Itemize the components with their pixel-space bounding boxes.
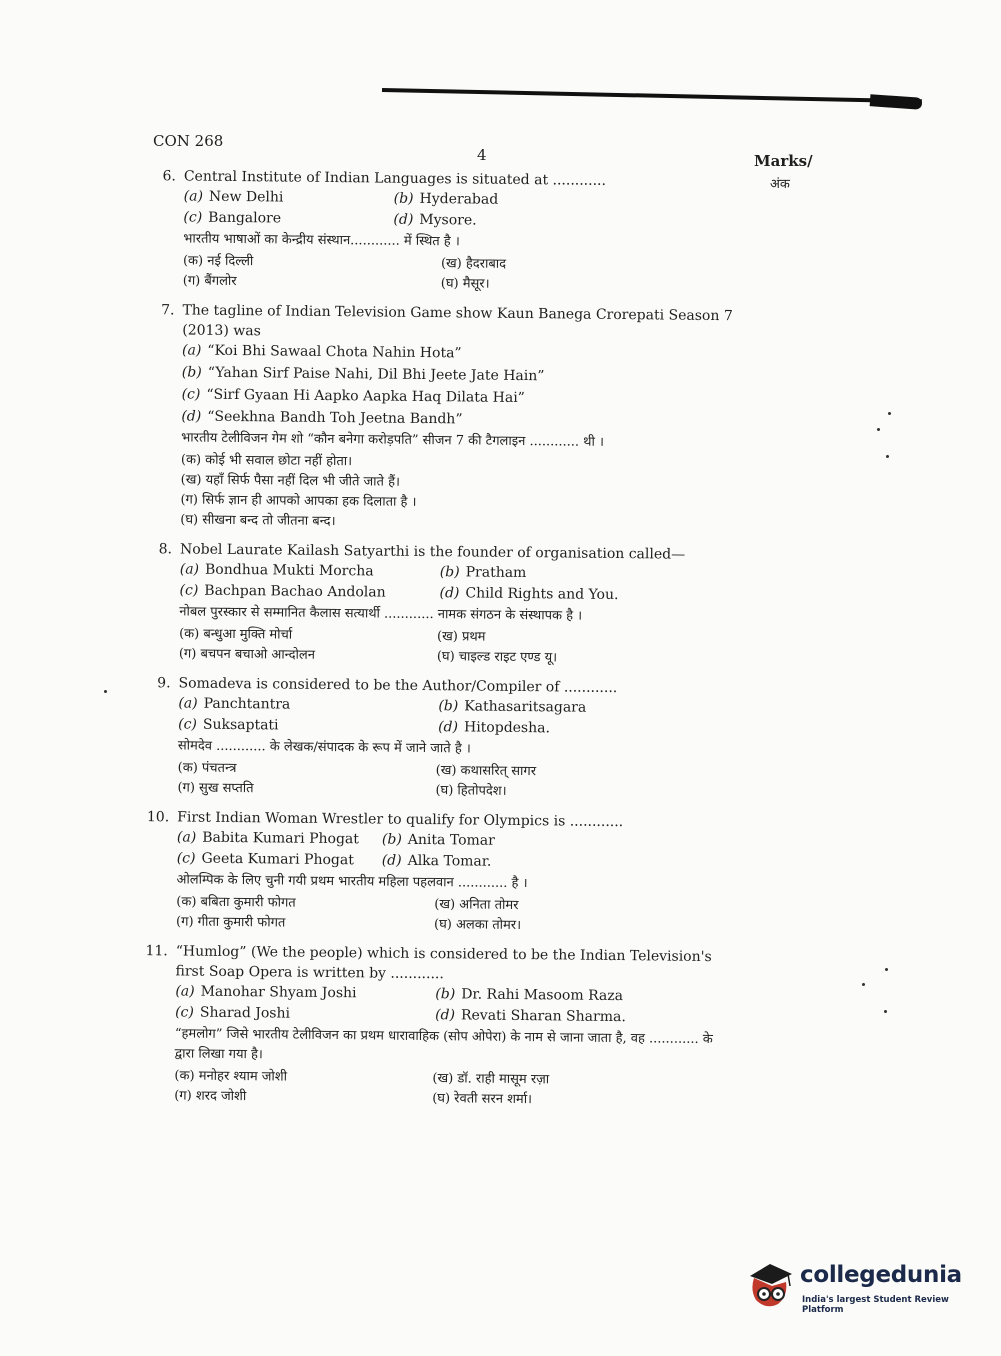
option-hindi-ga: (ग) सिर्फ ज्ञान ही आपको आपका हक दिलाता है । xyxy=(180,492,417,510)
option-b: (b) Pratham xyxy=(439,564,527,582)
option-hindi-kha: (ख) अनिता तोमर xyxy=(434,897,519,914)
scan-speck xyxy=(104,690,107,693)
collegedunia-watermark xyxy=(744,1250,974,1320)
question-text-hindi: सोमदेव ............ के लेखक/संपादक के रूप में जाने जाते है । xyxy=(177,738,471,757)
question-text: First Indian Woman Wrestler to qualify for Olympics is ............ xyxy=(177,809,624,831)
option-hindi-ka: (क) बबिता कुमारी फोगत xyxy=(176,894,296,911)
question-text-hindi: भारतीय टेलीविजन गेम शो “कौन बनेगा करोड़पति” सीजन 7 की टैगलाइन ............ थी । xyxy=(181,430,605,450)
option-a: (a) Panchtantra xyxy=(178,695,291,713)
option-c: (c) “Sirf Gyaan Hi Aapko Aapka Haq Dilata Hai” xyxy=(181,386,525,407)
option-b: (b) Kathasaritsagara xyxy=(438,698,587,716)
question-number: 9. xyxy=(157,675,171,692)
option-hindi-gha: (घ) मैसूर। xyxy=(440,276,490,292)
question-number: 7. xyxy=(161,302,175,319)
question-11 xyxy=(130,941,732,1112)
marks-label: Marks/ xyxy=(754,152,813,170)
option-hindi-gha: (घ) हितोपदेश। xyxy=(435,783,507,799)
question-9 xyxy=(133,673,734,804)
option-c: (c) Geeta Kumari Phogat xyxy=(176,850,354,869)
option-hindi-gha: (घ) अलका तोमर। xyxy=(433,917,522,934)
question-list xyxy=(130,166,740,1121)
question-text: Nobel Laurate Kailash Satyarthi is the founder of organisation called— xyxy=(179,541,686,563)
question-10 xyxy=(132,807,733,938)
scan-speck xyxy=(886,455,889,458)
option-d: (d) Revati Sharan Sharma. xyxy=(435,1007,626,1026)
question-number: 10. xyxy=(146,809,170,826)
question-text-hindi: “हमलोग” जिसे भारतीय टेलीविजन का प्रथम धारावाहिक (सोप ओपेरा) के नाम से जाना जाता है, वह ............ के द्वारा लिखा गया है। xyxy=(174,1026,713,1063)
scan-speck xyxy=(884,1010,887,1013)
option-hindi-ga: (ग) शरद जोशी xyxy=(174,1088,247,1105)
question-text-hindi: नोबल पुरस्कार से सम्मानित कैलास सत्यार्थी ............ नामक संगठन के संस्थापक है । xyxy=(179,604,583,624)
paper-code: CON 268 xyxy=(153,132,224,150)
option-hindi-gha: (घ) रेवती सरन शर्मा। xyxy=(432,1091,533,1108)
option-c: (c) Bachpan Bachao Andolan xyxy=(179,582,386,601)
option-b: (b) Hyderabad xyxy=(393,190,499,208)
option-d: (d) “Seekhna Bandh Toh Jeetna Bandh” xyxy=(181,408,463,428)
option-hindi-ga: (ग) गीता कुमारी फोगत xyxy=(176,914,286,931)
option-hindi-ga: (ग) बैंगलोर xyxy=(182,273,237,290)
option-b: (b) Dr. Rahi Masoom Raza xyxy=(435,986,624,1005)
option-c: (c) Bangalore xyxy=(183,209,282,227)
option-hindi-ka: (क) पंचतन्त्र xyxy=(177,760,237,777)
option-hindi-ga: (ग) बचपन बचाओ आन्दोलन xyxy=(178,646,316,663)
option-d: (d) Child Rights and You. xyxy=(439,585,619,604)
scan-speck xyxy=(885,968,888,971)
option-d: (d) Alka Tomar. xyxy=(381,852,492,870)
question-7 xyxy=(136,300,738,536)
scan-speck xyxy=(888,412,891,415)
option-hindi-gha: (घ) चाइल्ड राइट एण्ड यू। xyxy=(436,649,558,666)
question-text: Central Institute of Indian Languages is situated at ............ xyxy=(183,168,607,189)
collegedunia-mascot-icon xyxy=(744,1254,796,1310)
option-hindi-ka: (क) मनोहर श्याम जोशी xyxy=(174,1068,288,1085)
watermark-name: collegedunia xyxy=(800,1262,962,1288)
option-a: (a) Manohar Shyam Joshi xyxy=(175,983,357,1002)
scan-speck xyxy=(877,428,880,431)
header-rule xyxy=(382,88,922,103)
option-c: (c) Sharad Joshi xyxy=(175,1004,291,1022)
question-8 xyxy=(135,539,736,670)
question-6 xyxy=(139,166,740,297)
option-hindi-gha: (घ) सीखना बन्द तो जीतना बन्द। xyxy=(180,512,336,530)
option-a: (a) Bondhua Mukti Morcha xyxy=(179,561,374,580)
question-number: 6. xyxy=(162,168,176,185)
option-hindi-kha: (ख) यहाँ सिर्फ पैसा नहीं दिल भी जीते जाते हैं। xyxy=(180,472,401,490)
option-a: (a) “Koi Bhi Sawaal Chota Nahin Hota” xyxy=(181,342,462,362)
option-hindi-kha: (ख) प्रथम xyxy=(437,629,486,645)
header-rule-end xyxy=(870,94,923,110)
marks-label-hindi: अंक xyxy=(770,177,790,192)
question-text-hindi: भारतीय भाषाओं का केन्द्रीय संस्थान............ में स्थित है । xyxy=(183,231,460,250)
option-d: (d) Hitopdesha. xyxy=(438,719,551,737)
question-text: Somadeva is considered to be the Author/Compiler of ............ xyxy=(178,675,618,697)
scan-speck xyxy=(862,983,865,986)
option-a: (a) Babita Kumari Phogat xyxy=(176,829,360,848)
option-hindi-ka: (क) बन्धुआ मुक्ति मोर्चा xyxy=(179,626,293,643)
option-hindi-kha: (ख) कथासरित् सागर xyxy=(435,763,537,780)
option-hindi-kha: (ख) हैदराबाद xyxy=(440,256,507,272)
page-number: 4 xyxy=(477,146,487,164)
option-hindi-ga: (ग) सुख सप्तति xyxy=(177,780,254,797)
option-b: (b) “Yahan Sirf Paise Nahi, Dil Bhi Jeete Jate Hain” xyxy=(181,364,545,385)
option-d: (d) Mysore. xyxy=(393,211,477,229)
question-text: The tagline of Indian Television Game show Kaun Banega Crorepati Season 7 (2013) was xyxy=(182,302,733,340)
option-b: (b) Anita Tomar xyxy=(381,831,495,849)
question-number: 8. xyxy=(158,541,173,558)
option-a: (a) New Delhi xyxy=(183,188,284,206)
option-c: (c) Suksaptati xyxy=(178,716,279,734)
option-hindi-ka: (क) कोई भी सवाल छोटा नहीं होता। xyxy=(180,452,353,470)
question-text: “Humlog” (We the people) which is considered to be the Indian Television's first Soap Opera is written by ............ xyxy=(175,943,712,983)
question-number: 11. xyxy=(145,943,168,960)
option-hindi-ka: (क) नई दिल्ली xyxy=(182,253,254,270)
question-text-hindi: ओलम्पिक के लिए चुनी गयी प्रथम भारतीय महिला पहलवान ............ है । xyxy=(176,872,528,892)
watermark-tagline: India's largest Student Review Platform xyxy=(802,1295,949,1315)
option-hindi-kha: (ख) डॉ. राही मासूम रज़ा xyxy=(432,1071,550,1088)
